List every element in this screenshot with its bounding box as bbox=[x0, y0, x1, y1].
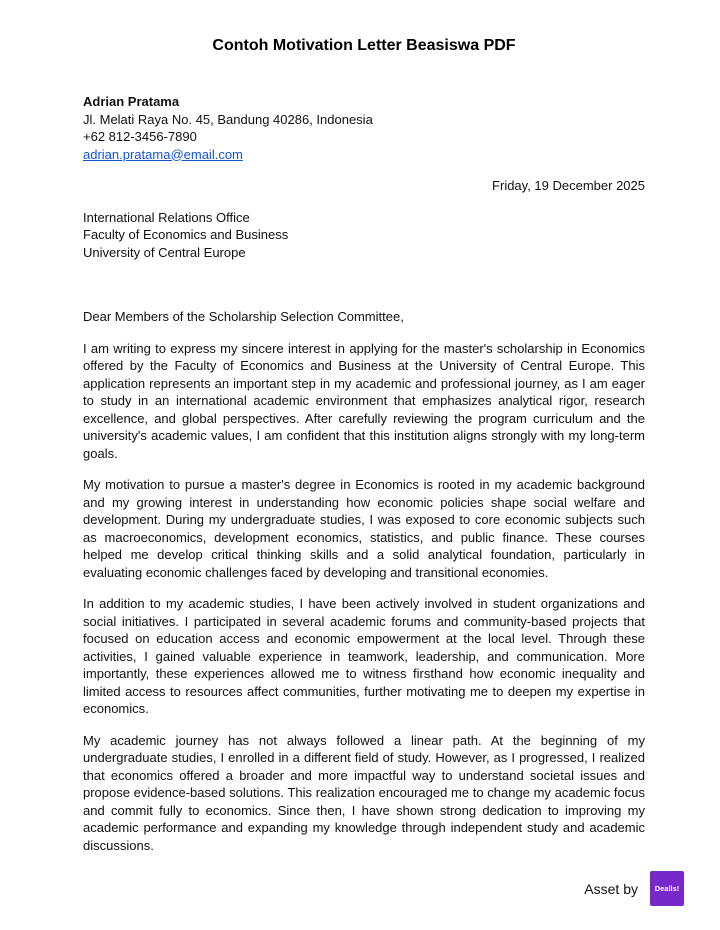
asset-by-label: Asset by bbox=[584, 880, 638, 897]
sender-email-link[interactable]: adrian.pratama@email.com bbox=[83, 146, 243, 162]
footer bbox=[584, 871, 684, 906]
document-title: Contoh Motivation Letter Beasiswa PDF bbox=[212, 37, 516, 54]
dealls-logo-badge[interactable]: Dealls! bbox=[650, 871, 684, 906]
recipient-block bbox=[83, 209, 645, 262]
body-paragraph-1: I am writing to express my sincere interest in applying for the master's scholarship in Economics offered by the Faculty of Economics and Business at the University of Central Europe. This application represents an important step in my academic and professional journey, as I am eager to study in an international academic environment that emphasizes analytical rigor, research excellence, and global perspectives. After carefully reviewing the program curriculum and the university's academic values, I am confident that this institution aligns strongly with my long-term goals. bbox=[83, 340, 645, 461]
sender-phone: +62 812-3456-7890 bbox=[83, 129, 197, 144]
sender-block bbox=[83, 93, 645, 163]
recipient-office: International Relations Office bbox=[83, 209, 250, 225]
letter-date: Friday, 19 December 2025 bbox=[492, 178, 645, 193]
body-paragraph-4: My academic journey has not always followed a linear path. At the beginning of my undergraduate studies, I enrolled in a different field of study. However, as I progressed, I realized that economics offered a broader and more impactful way to understand societal issues and propose evidence-based solutions. This realization encouraged me to change my academic focus and commit fully to economics. Since then, I have shown strong dedication to improving my academic performance and expanding my knowledge through independent study and academic discussions. bbox=[83, 732, 645, 853]
body-paragraph-3: In addition to my academic studies, I have been actively involved in student organizations and social initiatives. I participated in several academic forums and community-based projects that focused on education access and economic empowerment at the local level. Through these activities, I gained valuable experience in teamwork, leadership, and communication. More importantly, these experiences allowed me to witness firsthand how economic inequality and limited access to resources affect communities, further motivating me to deepen my expertise in economics. bbox=[83, 596, 645, 716]
salutation: Dear Members of the Scholarship Selection Committee, bbox=[83, 309, 404, 324]
sender-address: Jl. Melati Raya No. 45, Bandung 40286, Indonesia bbox=[83, 111, 373, 127]
sender-name: Adrian Pratama bbox=[83, 94, 180, 109]
body-paragraph-2: My motivation to pursue a master's degree in Economics is rooted in my academic background and my growing interest in understanding how economic policies shape social welfare and development. During my undergraduate studies, I was exposed to core economic subjects such as macroeconomics, development economics, statistics, and public finance. These courses helped me develop critical thinking skills and a solid analytical foundation, particularly in evaluating economic challenges faced by developing and transitional economies. bbox=[83, 477, 645, 580]
recipient-faculty: Faculty of Economics and Business bbox=[83, 227, 289, 242]
recipient-university: University of Central Europe bbox=[83, 244, 246, 260]
